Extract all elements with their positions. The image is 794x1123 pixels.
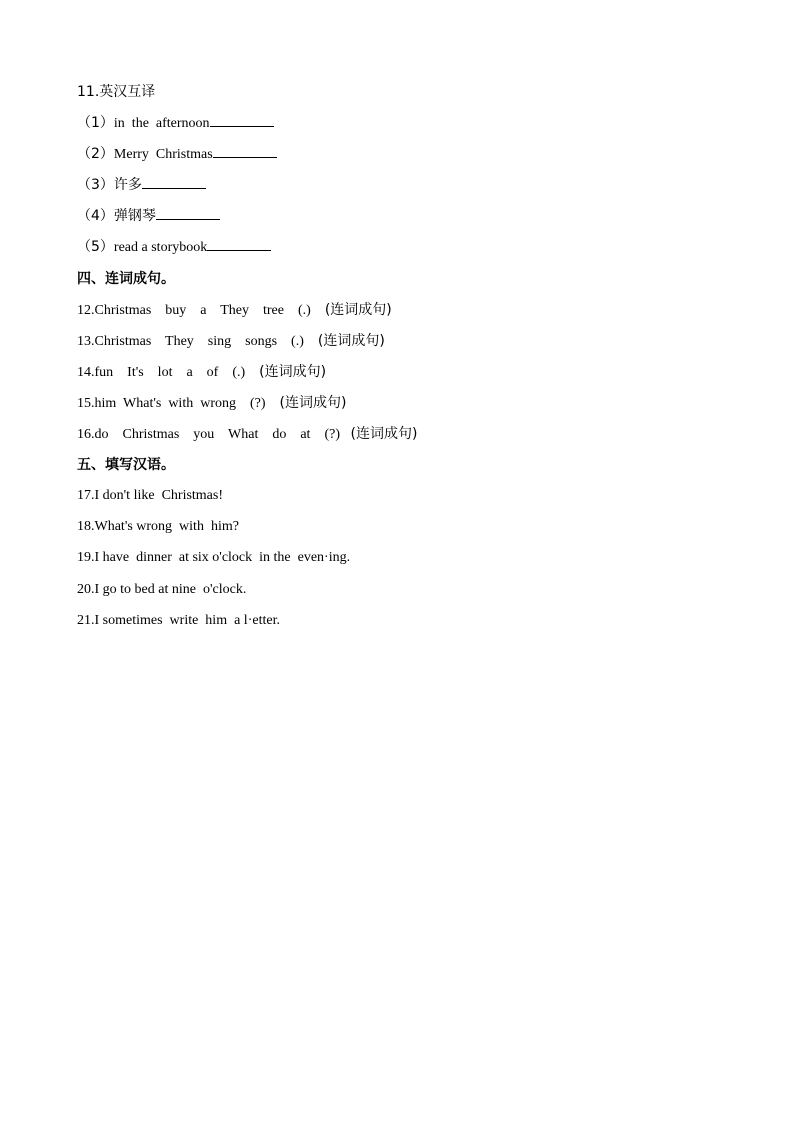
instruction-tail: (连词成句) [279,394,347,411]
question-20: 20.I go to bed at nine o'clock. [77,581,247,597]
q11-item-number: （1） [77,115,114,132]
q11-item-number: （2） [77,146,114,163]
answer-blank[interactable] [213,143,277,158]
answer-blank[interactable] [156,205,220,220]
question-text: 12.Christmas buy a They tree (.) [77,302,325,318]
question-13 [77,329,737,360]
answer-blank[interactable] [210,112,274,127]
instruction-tail: (连词成句) [350,426,418,443]
question-text: 14.fun It's lot a of (.) [77,364,260,380]
q11-item-text: 许多 [113,177,142,194]
q11-item-1 [77,111,737,142]
q11-item-5 [77,235,737,266]
question-15 [77,391,737,422]
question-17: 17.I don't like Christmas! [77,488,224,504]
q11-item-text: 弹钢琴 [113,208,156,225]
question-12 [77,298,737,329]
q11-item-text: read a storybook [113,240,208,256]
instruction-tail: (连词成句) [317,332,385,349]
question-text: 16.do Christmas you What do at (?) [77,427,351,443]
question-16 [77,422,737,453]
question-14 [77,360,737,391]
question-text: 15.him What's with wrong (?) [77,395,280,411]
q11-item-4 [77,204,737,235]
q11-item-number: （5） [77,239,114,256]
q11-item-number: （4） [77,208,114,225]
question-text: 13.Christmas They sing songs (.) [77,333,318,349]
q11-item-number: （3） [77,177,114,194]
section-4-heading: 四、连词成句。 [77,270,175,287]
answer-blank[interactable] [142,174,206,189]
q11-item-2 [77,142,737,173]
instruction-tail: (连词成句) [259,363,327,380]
answer-blank[interactable] [207,236,271,251]
q11-item-text: in the afternoon [113,116,210,132]
q11-item-3 [77,173,737,204]
question-18: 18.What's wrong with him? [77,519,239,535]
q11-item-text: Merry Christmas [113,147,213,163]
instruction-tail: (连词成句) [324,301,392,318]
question-21: 21.I sometimes write him a l·etter. [77,612,280,628]
question-11-title: 11.英汉互译 [77,84,156,100]
worksheet-page [77,80,737,640]
question-19: 19.I have dinner at six o'clock in the even·ing. [77,550,351,566]
section-5-heading: 五、填写汉语。 [77,457,175,474]
